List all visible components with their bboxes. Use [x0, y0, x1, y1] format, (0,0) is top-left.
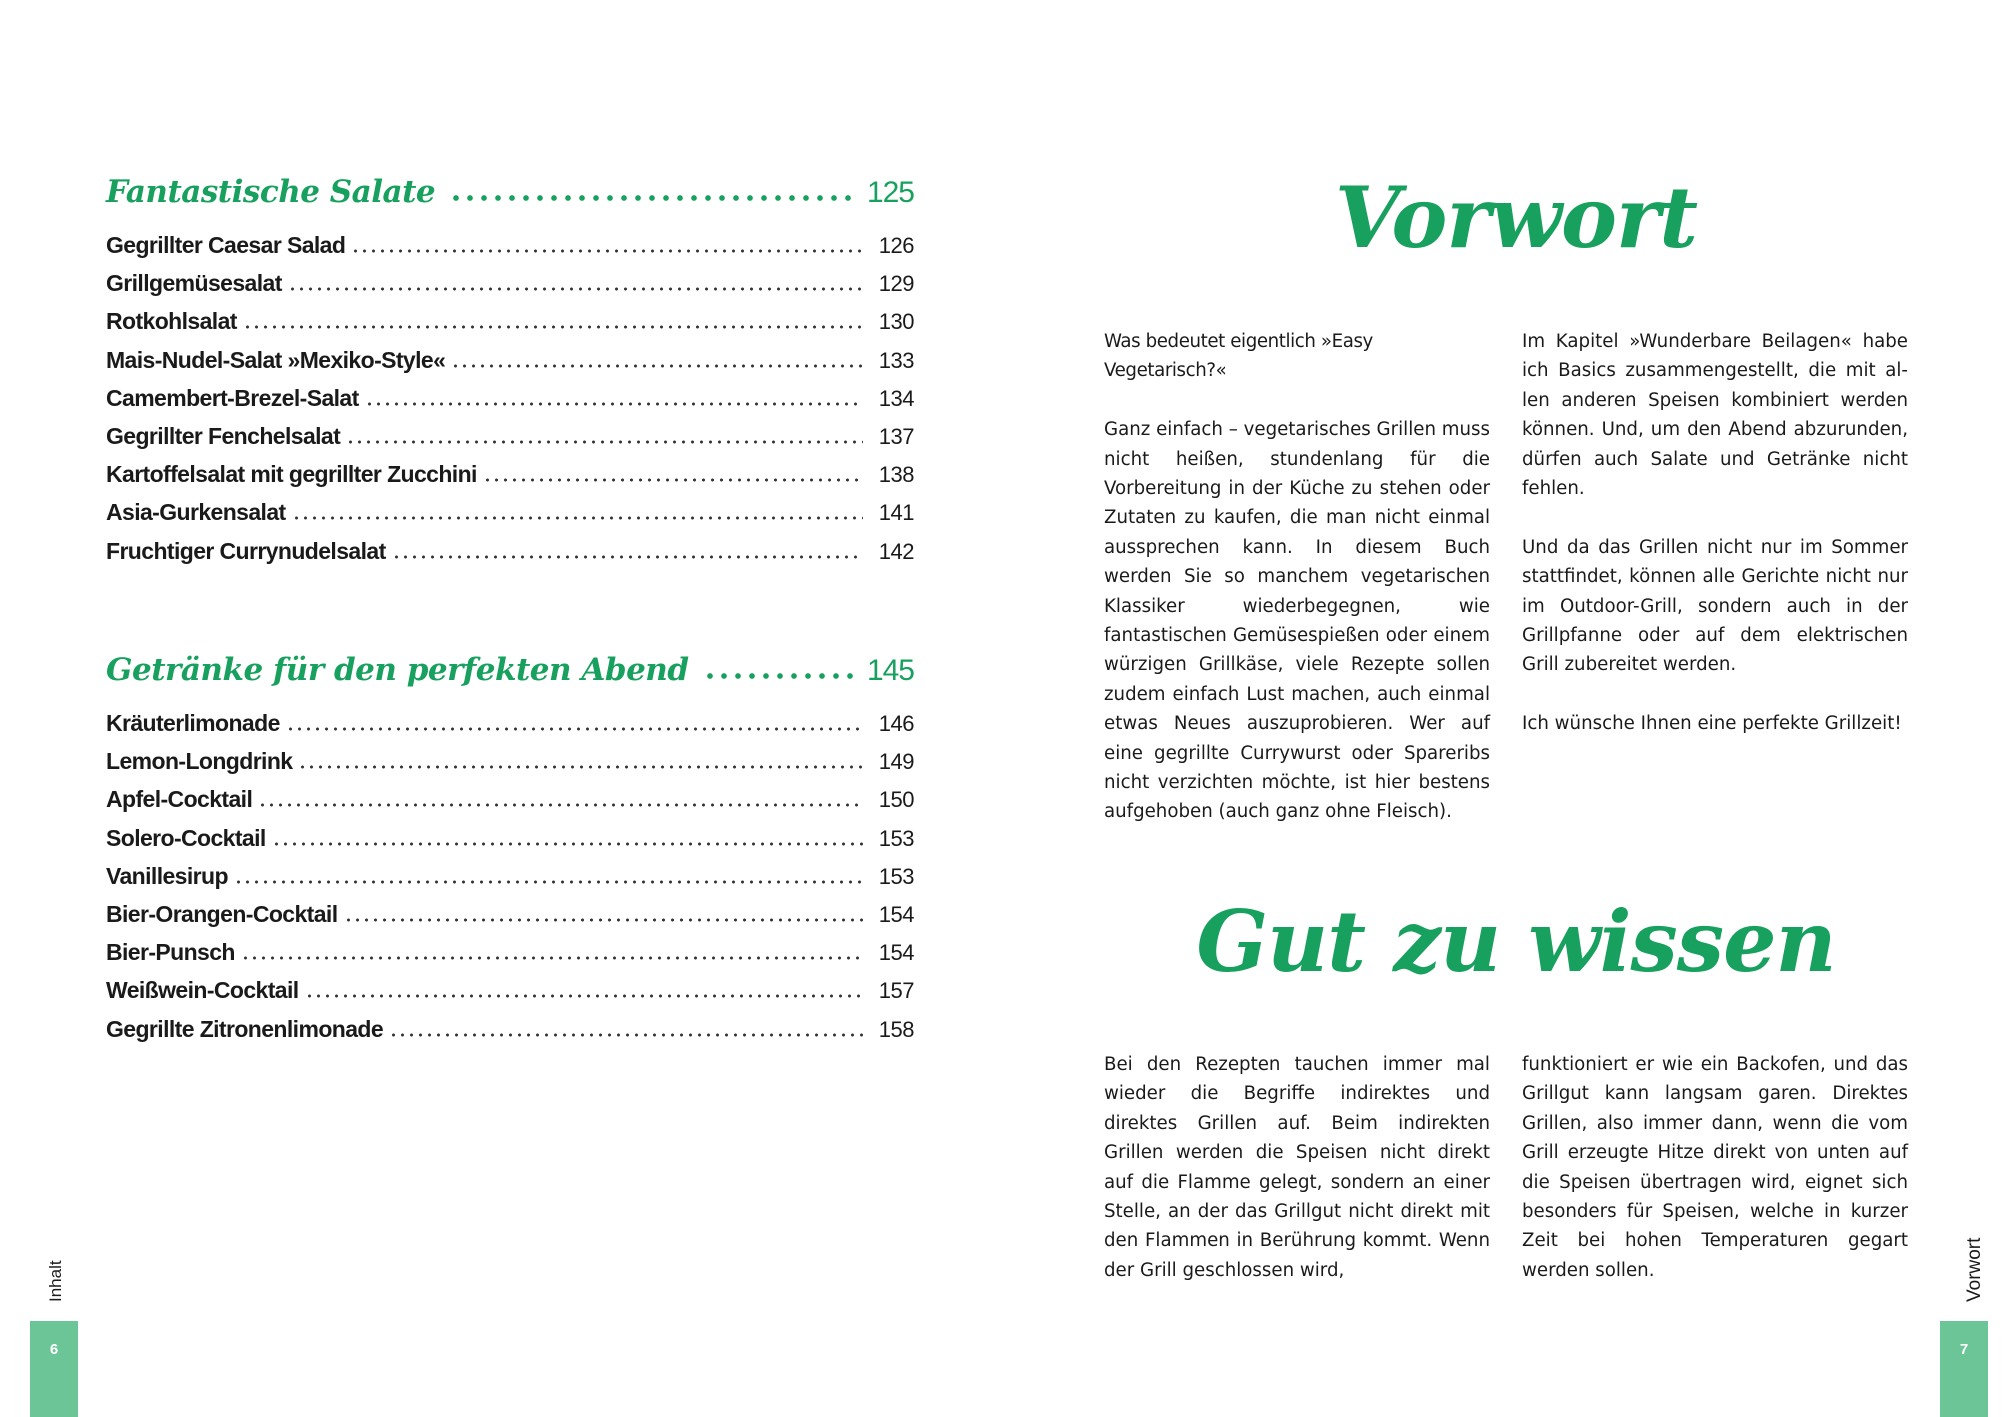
toc-item-title: Kräuterlimonade	[106, 710, 280, 736]
dot-leader	[286, 725, 863, 733]
vorwort-paragraph: Und da das Grillen nicht nur im Sommer stattfindet, können alle Gerichte nicht nur im Outdoor-Grill, sondern auch in der Grillpfanne oder auf dem elektrischen Grill zubereitet werden.	[1522, 536, 1908, 676]
toc-section-page: 145	[866, 654, 914, 687]
toc-item-page: 133	[878, 347, 914, 373]
vorwort-column-1	[1104, 327, 1490, 827]
dot-leader	[243, 323, 863, 331]
toc-section-heading[interactable]	[106, 648, 914, 692]
toc-item-title: Bier-Orangen-Cocktail	[106, 900, 338, 927]
toc-item-title: Lemon-Longdrink	[106, 748, 293, 775]
toc-item-page: 150	[878, 787, 914, 813]
toc-item-title: Gegrillte Zitronenlimonade	[106, 1015, 384, 1042]
toc-item[interactable]	[106, 742, 914, 780]
toc-item[interactable]	[106, 780, 914, 818]
chapter-side-label: Vorwort	[1964, 1237, 1985, 1302]
toc-item-page: 130	[878, 309, 914, 335]
toc-item[interactable]	[106, 704, 914, 742]
dot-leader	[449, 192, 857, 204]
toc-item[interactable]	[106, 226, 914, 264]
toc-item-page: 126	[878, 233, 914, 258]
toc-item-page: 153	[878, 825, 914, 851]
dot-leader	[258, 801, 863, 809]
toc-item-page: 146	[878, 711, 914, 736]
toc-item-page: 137	[878, 423, 914, 449]
toc-section-getraenke	[106, 648, 914, 1048]
dot-leader	[305, 992, 863, 1000]
toc-item[interactable]	[106, 302, 914, 340]
dot-leader	[351, 247, 862, 255]
toc-section-salate	[106, 170, 914, 570]
vorwort-paragraph: Im Kapitel »Wunderbare Beilagen« habe ich Basics zusammengestellt, die mit allen anderen Speisen kombiniert werden können. Und, um den Abend abzurunden, dürfen auch Salate und Getränke nicht fehlen.	[1522, 331, 1908, 500]
toc-item-page: 157	[878, 978, 914, 1004]
toc-item-title: Rotkohlsalat	[106, 308, 237, 335]
toc-item-page: 141	[878, 500, 914, 526]
toc-item-title: Camembert-Brezel-Salat	[106, 384, 359, 411]
toc-item-title: Gegrillter Fenchelsalat	[106, 422, 341, 449]
toc-item-title: Gegrillter Caesar Salad	[106, 232, 346, 258]
dot-leader	[292, 514, 863, 522]
toc-item[interactable]	[106, 493, 914, 531]
toc-section-heading[interactable]	[106, 170, 914, 214]
chapter-side-label: Inhalt	[46, 1260, 65, 1302]
toc-section-title: Fantastische Salate	[106, 174, 436, 210]
toc-list	[106, 226, 914, 570]
toc-item[interactable]	[106, 933, 914, 971]
gut-zu-wissen-paragraph: Bei den Rezepten tauchen immer mal wieder die Begriffe indirektes und direktes Grillen auf. Beim indirekten Grillen werden die Speisen nicht direkt auf die Flamme gelegt, sondern an einer Stelle, an der das Grillgut nicht direkt mit den Flammen in Berührung kommt. Wenn der Grill geschlossen wird,	[1104, 1054, 1490, 1281]
dot-leader	[234, 878, 863, 886]
toc-item-title: Vanillesirup	[106, 862, 228, 889]
toc-item[interactable]	[106, 379, 914, 417]
toc-section-page: 125	[866, 176, 914, 209]
toc-item-title: Grillgemüsesalat	[106, 270, 282, 297]
toc-item[interactable]	[106, 417, 914, 455]
vorwort-question: Was bedeutet eigentlich »Easy Vegetarisch?«	[1104, 331, 1373, 382]
toc-item-title: Fruchtiger Currynudelsalat	[106, 537, 386, 564]
vorwort-paragraph: Ganz einfach – vegetarisches Grillen muss nicht heißen, stundenlang für die Vorbereitung in der Küche zu stehen oder Zutaten zu kaufen, die man nicht einmal aussprechen kann. In diesem Buch werden Sie so manchem vegetarischen Klassiker wiederbegegnen, wie fantastischen Gemüsespießen oder einem würzigen Grillkäse, viele Rezepte sollen zudem einfach Lust machen, auch einmal etwas Neues auszuprobieren. Wer auf eine gegrillte Currywurst oder Spareribs nicht verzichten möchte, ist hier bestens aufgehoben (auch ganz ohne Fleisch).	[1104, 419, 1490, 823]
toc-item[interactable]	[106, 532, 914, 570]
toc-item[interactable]	[106, 264, 914, 302]
gut-zu-wissen-paragraph: funktioniert er wie ein Backofen, und das Grillgut kann langsam garen. Direktes Grillen, also immer dann, wenn die vom Grill erzeugte Hitze direkt von unten auf die Speisen übertragen wird, eignet sich besonders für Speisen, welche in kurzer Zeit bei hohen Temperaturen gegart werden sollen.	[1522, 1054, 1908, 1281]
toc-item-title: Bier-Punsch	[106, 939, 235, 966]
dot-leader	[392, 553, 863, 561]
dot-leader	[365, 400, 863, 408]
dot-leader	[298, 763, 862, 771]
toc-item-page: 134	[878, 385, 914, 411]
dot-leader	[344, 916, 863, 924]
gut-zu-wissen-column-2	[1522, 1050, 1908, 1285]
toc-item[interactable]	[106, 857, 914, 895]
gut-zu-wissen-column-1	[1104, 1050, 1490, 1285]
vorwort-column-2	[1522, 327, 1908, 739]
toc-item-page: 154	[878, 901, 914, 927]
toc-item[interactable]	[106, 819, 914, 857]
toc-item[interactable]	[106, 1010, 914, 1048]
dot-leader	[703, 670, 857, 682]
gut-zu-wissen-heading: Gut zu wissen	[1196, 892, 1836, 991]
page-number: 6	[49, 1341, 59, 1358]
page-number-tab	[1940, 1321, 1988, 1417]
dot-leader	[389, 1031, 863, 1039]
toc-item-page: 142	[878, 538, 914, 564]
toc-item-page: 153	[878, 863, 914, 889]
page-number: 7	[1959, 1341, 1969, 1358]
toc-section-title: Getränke für den perfekten Abend	[106, 652, 689, 688]
toc-item-title: Mais-Nudel-Salat »Mexiko-Style«	[106, 346, 446, 373]
toc-item-page: 158	[878, 1016, 914, 1042]
dot-leader	[483, 476, 863, 484]
toc-item[interactable]	[106, 341, 914, 379]
dot-leader	[241, 954, 863, 962]
vorwort-heading: Vorwort	[1334, 168, 1698, 267]
toc-item[interactable]	[106, 455, 914, 493]
toc-item[interactable]	[106, 971, 914, 1009]
toc-item-title: Asia-Gurkensalat	[106, 499, 286, 526]
toc-item-page: 129	[878, 271, 914, 297]
vorwort-closing: Ich wünsche Ihnen eine perfekte Grillzeit!	[1522, 713, 1902, 735]
page-number-tab	[30, 1321, 78, 1417]
toc-item-page: 149	[878, 749, 914, 775]
toc-item-page: 154	[878, 940, 914, 966]
toc-item-title: Kartoffelsalat mit gegrillter Zucchini	[106, 461, 477, 488]
dot-leader	[451, 362, 862, 370]
toc-list	[106, 704, 914, 1048]
dot-leader	[346, 438, 863, 446]
dot-leader	[272, 840, 863, 848]
toc-item-title: Apfel-Cocktail	[106, 786, 253, 813]
toc-item-page: 138	[878, 462, 914, 488]
toc-item-title: Weißwein-Cocktail	[106, 977, 299, 1004]
toc-item[interactable]	[106, 895, 914, 933]
dot-leader	[288, 285, 863, 293]
right-page	[1004, 0, 2008, 1417]
toc-item-title: Solero-Cocktail	[106, 824, 266, 851]
